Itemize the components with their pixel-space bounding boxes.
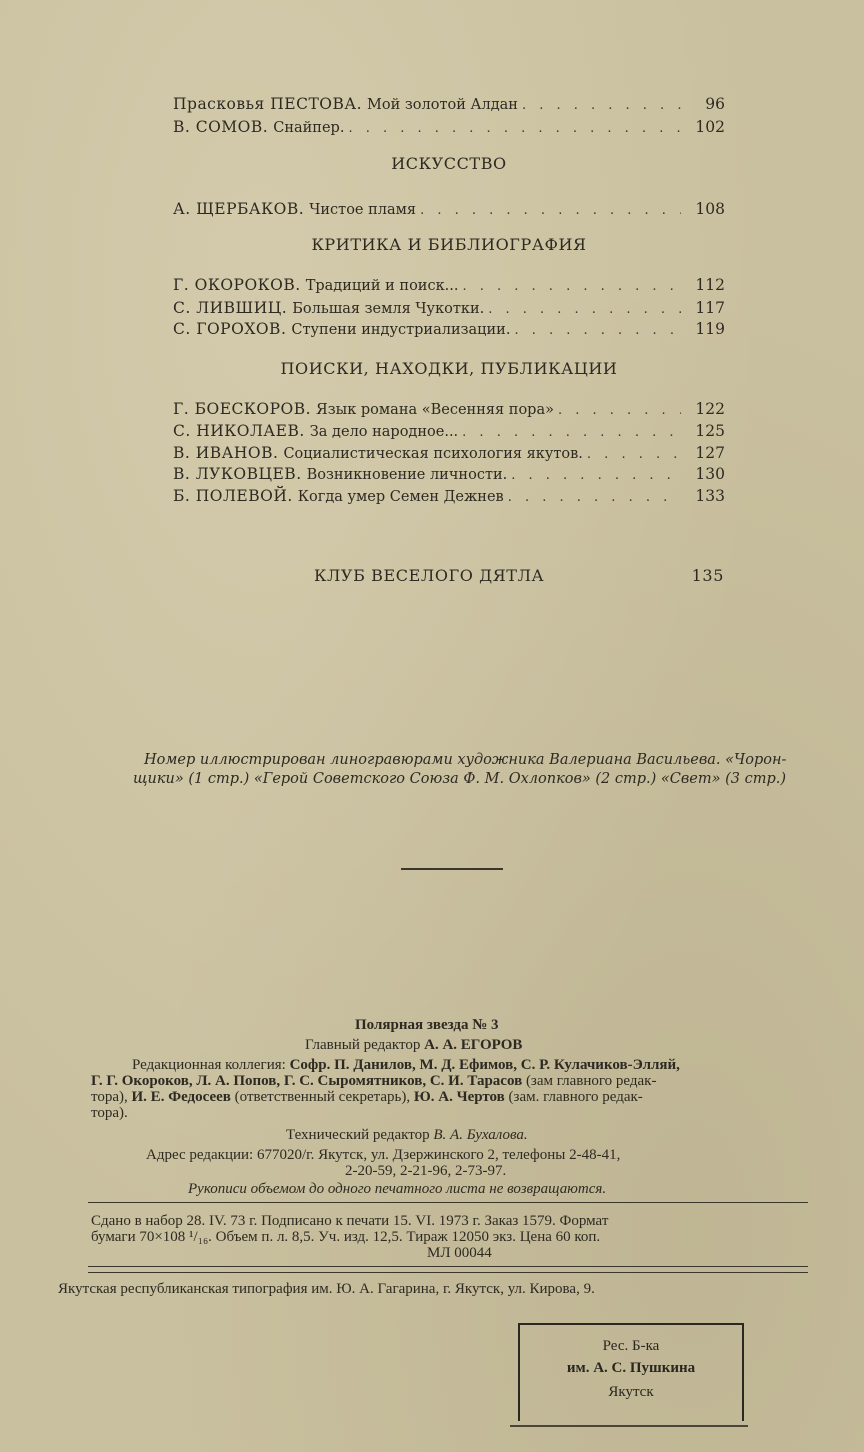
toc-leader xyxy=(522,96,681,116)
toc-leader xyxy=(462,277,681,297)
toc-leader xyxy=(420,201,681,221)
toc-author: В. ЛУКОВЦЕВ. xyxy=(173,465,302,483)
toc-author: Прасковья ПЕСТОВА. xyxy=(173,95,363,113)
toc-leader xyxy=(587,445,681,465)
editorial-phones: 2-20-59, 2-21-96, 2-73-97. xyxy=(345,1163,507,1179)
stamp-line: Якутск xyxy=(608,1384,654,1400)
imprint-rule xyxy=(88,1202,808,1203)
editorial-board-text: (зам. главного редак- xyxy=(508,1089,643,1105)
toc-author: В. СОМОВ. xyxy=(173,118,269,136)
toc-leader xyxy=(514,321,681,341)
printer-info: Якутская республиканская типография им. Ю. А. Гагарина, г. Якутск, ул. Кирова, 9. xyxy=(58,1281,595,1297)
issue-title: Полярная звезда № 3 xyxy=(355,1017,499,1033)
editorial-board-names: Софр. П. Данилов, М. Д. Ефимов, С. Р. Кулачиков-Элляй, xyxy=(289,1057,680,1073)
print-details-line: бумаги 70×108 ¹/₁₆. Объем п. л. 8,5. Уч. изд. 12,5. Тираж 12050 экз. Цена 60 коп. xyxy=(91,1229,601,1245)
toc-title: Традиций и поиск... xyxy=(305,278,459,294)
toc-title: Чистое пламя xyxy=(309,202,417,218)
editorial-board-text: тора), xyxy=(91,1089,128,1105)
toc-author: С. ЛИВШИЦ. xyxy=(173,299,288,317)
toc-page: 122 xyxy=(695,400,725,418)
toc-title: Мой золотой Алдан xyxy=(367,97,518,113)
tech-editor-label: Технический редактор xyxy=(286,1127,430,1143)
toc-page: 117 xyxy=(695,299,725,317)
editorial-board-names: И. Е. Федосеев xyxy=(131,1089,231,1105)
manuscripts-note: Рукописи объемом до одного печатного листа не возвращаются. xyxy=(188,1181,607,1197)
toc-entry xyxy=(173,486,725,508)
toc-club-label: КЛУБ ВЕСЕЛОГО ДЯТЛА xyxy=(314,566,545,585)
toc-title: За дело народное... xyxy=(309,424,459,440)
toc-title: Ступени индустриализации. xyxy=(291,322,511,338)
section-heading: ИСКУССТВО xyxy=(391,154,507,173)
toc-author: С. ГОРОХОВ. xyxy=(173,320,287,338)
editorial-board-line: тора). xyxy=(91,1105,128,1121)
stamp-line: им. А. С. Пушкина xyxy=(566,1360,696,1376)
print-details-line: Сдано в набор 28. IV. 73 г. Подписано к печати 15. VI. 1973 г. Заказ 1579. Формат xyxy=(91,1213,609,1229)
toc-entry xyxy=(173,94,725,116)
library-stamp xyxy=(518,1323,744,1421)
editorial-board-text: (зам главного редак- xyxy=(525,1073,657,1089)
tech-editor xyxy=(286,1127,528,1143)
toc-entry xyxy=(173,275,725,297)
toc-entry xyxy=(173,421,725,443)
chief-editor-label: Главный редактор xyxy=(305,1037,421,1053)
editorial-board-names: Г. Г. Окороков, Л. А. Попов, Г. С. Сыромятников, С. И. Тарасов xyxy=(91,1073,523,1089)
editorial-board-line xyxy=(132,1057,680,1073)
toc-entry xyxy=(173,199,725,221)
toc-author: А. ЩЕРБАКОВ. xyxy=(173,200,305,218)
toc-page: 130 xyxy=(695,465,725,483)
toc-author: Б. ПОЛЕВОЙ. xyxy=(173,487,293,505)
editorial-board-text: (ответственный секретарь), xyxy=(234,1089,411,1105)
toc-page: 135 xyxy=(691,566,724,585)
toc-leader xyxy=(508,488,681,508)
toc-author: Г. БОЕСКОРОВ. xyxy=(173,400,312,418)
toc-page: 108 xyxy=(695,200,725,218)
toc-entry xyxy=(173,298,725,320)
separator-rule xyxy=(401,868,503,870)
editorial-board-line xyxy=(91,1089,643,1105)
toc-page: 102 xyxy=(695,118,725,136)
toc-page: 112 xyxy=(695,276,725,294)
toc-page: 119 xyxy=(695,320,725,338)
toc-title: Большая земля Чукотки. xyxy=(292,301,485,317)
editorial-board-label: Редакционная коллегия: xyxy=(132,1057,286,1073)
section-heading: ПОИСКИ, НАХОДКИ, ПУБЛИКАЦИИ xyxy=(280,359,618,378)
editorial-board-line xyxy=(91,1073,656,1089)
chief-editor-name: А. А. ЕГОРОВ xyxy=(424,1037,523,1053)
toc-entry xyxy=(173,117,725,139)
toc-title: Возникновение личности. xyxy=(306,467,508,483)
toc-title: Социалистическая психология якутов. xyxy=(283,446,583,462)
section-heading: КРИТИКА И БИБЛИОГРАФИЯ xyxy=(311,235,587,254)
toc-leader xyxy=(511,466,681,486)
toc-title: Когда умер Семен Дежнев xyxy=(297,489,504,505)
toc-leader xyxy=(558,401,681,421)
toc-leader xyxy=(488,300,681,320)
toc-leader xyxy=(462,423,681,443)
chief-editor xyxy=(305,1037,522,1053)
tech-editor-name: В. А. Бухалова. xyxy=(433,1127,528,1143)
toc-title: Язык романа «Весенняя пора» xyxy=(316,402,554,418)
stamp-line: Рес. Б-ка xyxy=(602,1338,660,1354)
toc-leader xyxy=(348,119,681,139)
toc-author: Г. ОКОРОКОВ. xyxy=(173,276,301,294)
toc-club-entry xyxy=(314,566,724,585)
toc-entry xyxy=(173,319,725,341)
toc-entry xyxy=(173,464,725,486)
toc-entry xyxy=(173,443,725,465)
toc-title: Снайпер. xyxy=(273,120,345,136)
toc-author: В. ИВАНОВ. xyxy=(173,444,279,462)
toc-page: 125 xyxy=(695,422,725,440)
editorial-board-names: Ю. А. Чертов xyxy=(413,1089,505,1105)
print-code: МЛ 00044 xyxy=(427,1245,492,1261)
illustration-note-line: щики» (1 стр.) «Герой Советского Союза Ф. М. Охлопков» (2 стр.) «Свет» (3 стр.) xyxy=(133,771,787,787)
stamp-bottom-rule xyxy=(510,1425,748,1427)
toc-page: 127 xyxy=(695,444,725,462)
editorial-address: Адрес редакции: 677020/г. Якутск, ул. Дзержинского 2, телефоны 2-48-41, xyxy=(146,1147,621,1163)
toc-author: С. НИКОЛАЕВ. xyxy=(173,422,305,440)
toc-page: 96 xyxy=(705,95,725,113)
imprint-rule xyxy=(88,1266,808,1267)
imprint-rule xyxy=(88,1272,808,1273)
illustration-note-line: Номер иллюстрирован линогравюрами художника Валериана Васильева. «Чорон- xyxy=(144,752,787,768)
toc-page: 133 xyxy=(695,487,725,505)
toc-entry xyxy=(173,399,725,421)
